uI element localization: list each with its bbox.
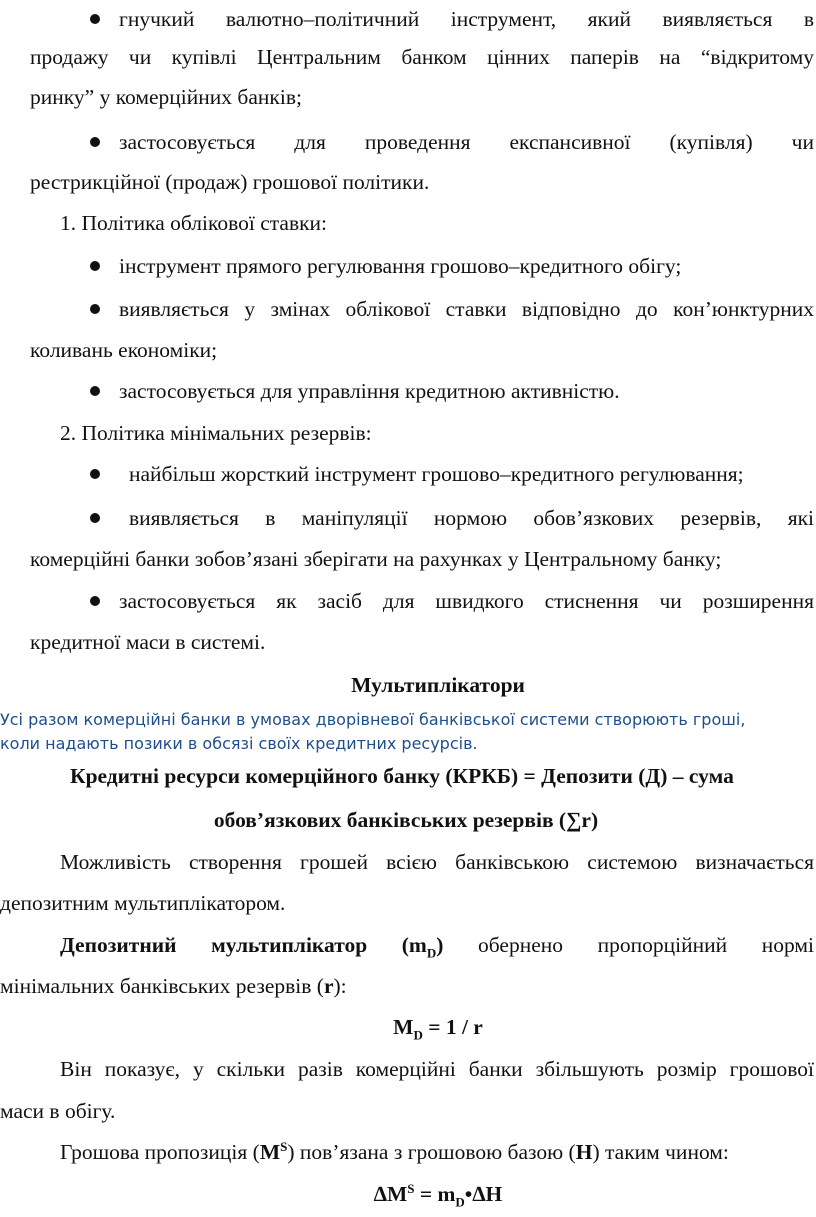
para2-line2 xyxy=(0,972,347,1000)
section2-heading: 2. Політика мінімальних резервів: xyxy=(60,421,372,445)
para4-H: Н xyxy=(575,1140,593,1164)
multipliers-note-line1: Усі разом комерційні банки в умовах дворівневої банківської системи створюють гроші, xyxy=(0,710,746,729)
para1-line2: депозитним мультиплікатором. xyxy=(0,891,286,915)
para2-bold-sub: D xyxy=(426,945,437,961)
para3-line2: маси в обігу. xyxy=(0,1099,116,1123)
multipliers-note-line2: коли надають позики в обсязі своїх кредитних ресурсів. xyxy=(0,734,478,753)
formula3 xyxy=(0,1180,816,1208)
section1-bullet2-line1: виявляється у змінах облікової ставки відповідно до кон’юнктурних xyxy=(119,297,814,321)
para4-text-b: ) пов’язана з грошовою базою ( xyxy=(287,1140,576,1164)
para4-sup: S xyxy=(280,1138,288,1154)
para2-bold-term: Депозитний мультиплікатор (m xyxy=(60,933,427,957)
para4-text-c: ) таким чином: xyxy=(592,1140,729,1164)
section2-bullet2-line1: виявляється в маніпуляції нормою обов’язкових резервів, які xyxy=(129,506,814,530)
para2-line1 xyxy=(60,931,814,959)
section2-bullet3-line2: кредитної маси в системі. xyxy=(30,630,266,654)
bullet-icon xyxy=(90,513,100,523)
para2-r: r xyxy=(323,974,334,998)
section1-bullet3: застосовується для управління кредитною активністю. xyxy=(119,379,620,403)
formula3-dH: •∆Н xyxy=(464,1182,503,1206)
formula3-sub: D xyxy=(455,1194,465,1210)
top-bullet1-line3: ринку” у комерційних банків; xyxy=(30,85,302,109)
para3-line1: Він показує, у скільки разів комерційні банки збільшують розмір грошової xyxy=(60,1057,814,1081)
para4-M: M xyxy=(259,1140,281,1164)
bullet-icon xyxy=(90,261,100,271)
section1-heading: 1. Політика облікової ставки: xyxy=(60,211,328,235)
formula3-dM: ∆M xyxy=(373,1182,408,1206)
para4 xyxy=(60,1138,729,1166)
section2-bullet3-line1: застосовується як засіб для швидкого стиснення чи розширення xyxy=(119,589,814,613)
formula1-line1: Кредитні ресурси комерційного банку (КРКБ) = Депозити (Д) – сума xyxy=(70,764,734,788)
para2-bold-close: ) xyxy=(436,933,444,957)
section2-bullet2-line2: комерційні банки зобов’язані зберігати на рахунках у Центральному банку; xyxy=(30,547,722,571)
para4-text-a: Грошова пропозиція ( xyxy=(60,1140,260,1164)
formula2-M: M xyxy=(393,1015,414,1039)
section2-bullet1: найбільш жорсткий інструмент грошово–кредитного регулювання; xyxy=(129,462,744,486)
para1-line1: Можливість створення грошей всією банківською системою визначається xyxy=(60,850,814,874)
bullet-icon xyxy=(90,304,100,314)
formula2 xyxy=(0,1013,816,1041)
para2-rest: обернено пропорційний нормі xyxy=(443,933,815,957)
formula2-rest: = 1 / r xyxy=(422,1015,483,1039)
bullet-icon xyxy=(90,14,100,24)
top-bullet2-line1: застосовується для проведення експансивної (купівля) чи xyxy=(119,130,814,154)
bullet-icon xyxy=(90,469,100,479)
para2-line2-text: мінімальних банківських резервів ( xyxy=(0,974,324,998)
formula1-line2: обов’язкових банківських резервів (∑r) xyxy=(213,808,599,832)
bullet-icon xyxy=(90,596,100,606)
top-bullet1-line1: гнучкий валютно–політичний інструмент, який виявляється в xyxy=(119,7,814,31)
section1-bullet2-line2: коливань економіки; xyxy=(30,338,218,362)
formula2-sub: D xyxy=(413,1027,423,1043)
formula3-sup: S xyxy=(407,1180,415,1196)
bullet-icon xyxy=(90,386,100,396)
top-bullet2-line2: рестрикційної (продаж) грошової політики. xyxy=(30,170,430,194)
top-bullet1-line2: продажу чи купівлі Центральним банком цінних паперів на “відкритому xyxy=(30,45,814,69)
bullet-icon xyxy=(90,137,100,147)
para2-line2-end: ): xyxy=(333,974,347,998)
section1-bullet1: інструмент прямого регулювання грошово–кредитного обігу; xyxy=(119,254,682,278)
formula3-m: = m xyxy=(414,1182,456,1206)
multipliers-title: Мультиплікатори xyxy=(351,673,525,697)
